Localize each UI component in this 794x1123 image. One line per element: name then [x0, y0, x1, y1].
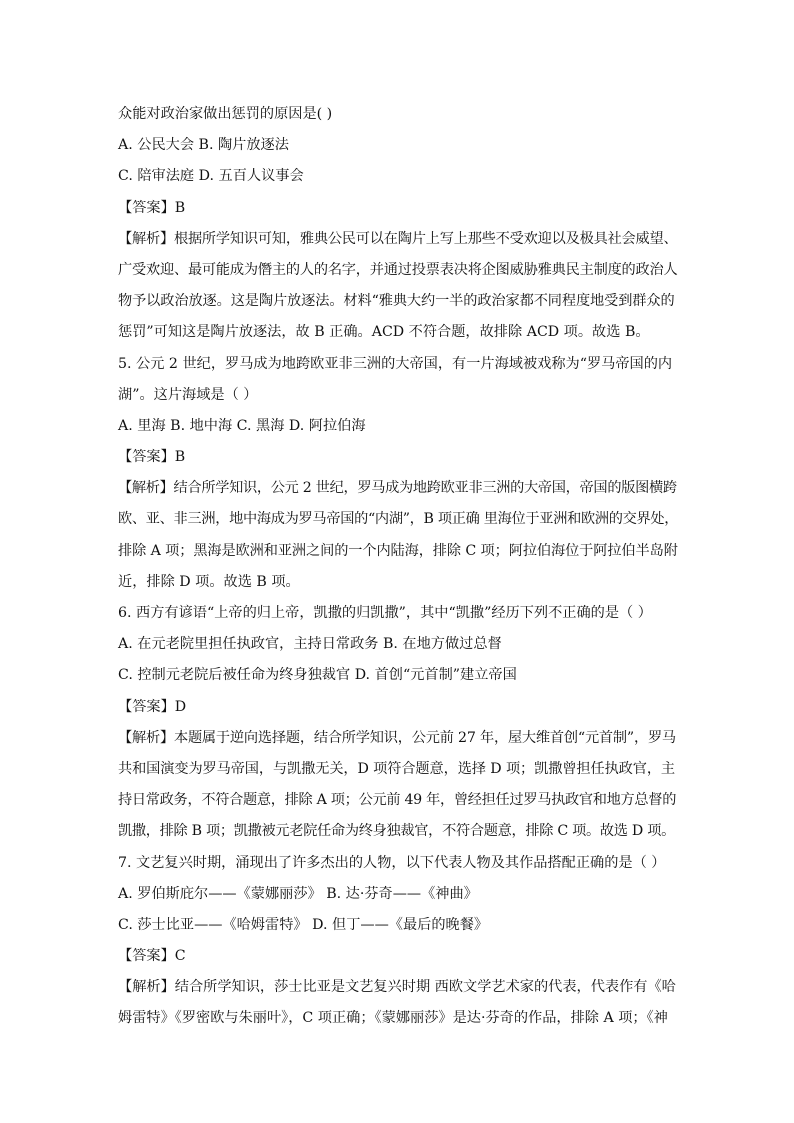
- page-content: [118, 99, 678, 1035]
- question-4-options-cd: C. 陪审法庭 D. 五百人议事会: [118, 168, 304, 185]
- question-4-options-ab: A. 公民大会 B. 陶片放逐法: [118, 137, 289, 154]
- question-5-explanation-line-3: 排除 A 项；黑海是欧洲和亚洲之间的一个内陆海，排除 C 项；阿拉伯海位于阿拉伯半岛附: [118, 542, 678, 559]
- question-7-answer: 【答案】C: [118, 948, 186, 965]
- question-7-explanation-line-2: 姆雷特》《罗密欧与朱丽叶》，C 项正确；《蒙娜丽莎》是达·芬奇的作品，排除 A 项；《神: [118, 1010, 668, 1027]
- question-7-options-cd: C. 莎士比亚——《哈姆雷特》 D. 但丁——《最后的晚餐》: [118, 916, 489, 933]
- question-5-explanation-line-4: 近，排除 D 项。故选 B 项。: [118, 573, 300, 590]
- question-4-stem-end: 众能对政治家做出惩罚的原因是( ): [118, 106, 333, 122]
- question-6-answer: 【答案】D: [118, 698, 187, 715]
- question-4-explanation-line-3: 物予以政治放逐。这是陶片放逐法。材料“雅典大约一半的政治家都不同程度地受到群众的: [118, 293, 675, 310]
- question-6-options-ab: A. 在元老院里担任执政官，主持日常政务 B. 在地方做过总督: [118, 636, 502, 653]
- question-5-stem-line-1: 5. 公元 2 世纪，罗马成为地跨欧亚非三洲的大帝国，有一片海域被戏称为“罗马帝国的内: [118, 355, 673, 372]
- question-5-stem-line-2: 湖”。这片海域是（ ）: [118, 386, 258, 403]
- question-6-explanation-line-4: 凯撒，排除 B 项；凯撒被元老院任命为终身独裁官，不符合题意，排除 C 项。故选 D 项。: [118, 823, 675, 840]
- question-7-explanation-line-1: 【解析】结合所学知识，莎士比亚是文艺复兴时期 西欧文学艺术家的代表，代表作有《哈: [118, 979, 676, 996]
- question-5-answer: 【答案】B: [118, 449, 186, 466]
- question-5-options: A. 里海 B. 地中海 C. 黑海 D. 阿拉伯海: [118, 417, 366, 434]
- question-6-explanation-line-2: 共和国演变为罗马帝国，与凯撒无关，D 项符合题意，选择 D 项；凯撒曾担任执政官，主: [118, 760, 676, 777]
- question-6-stem: 6. 西方有谚语“上帝的归上帝，凯撒的归凯撒”，其中“凯撒”经历下列不正确的是（ ）: [118, 605, 652, 621]
- question-6-explanation-line-1: 【解析】本题属于逆向选择题，结合所学知识，公元前 27 年，屋大维首创“元首制”，罗马: [118, 729, 676, 746]
- question-5-explanation-line-1: 【解析】结合所学知识，公元 2 世纪，罗马成为地跨欧亚非三洲的大帝国，帝国的版图横跨: [118, 480, 677, 497]
- question-4-answer: 【答案】B: [118, 199, 186, 216]
- question-6-options-cd: C. 控制元老院后被任命为终身独裁官 D. 首创“元首制”建立帝国: [118, 667, 517, 684]
- question-6-explanation-line-3: 持日常政务，不符合题意，排除 A 项；公元前 49 年，曾经担任过罗马执政官和地方总督的: [118, 792, 677, 809]
- question-4-explanation-line-4: 惩罚”可知这是陶片放逐法，故 B 正确。ACD 不符合题，故排除 ACD 项。故选 B。: [118, 324, 650, 341]
- question-7-stem: 7. 文艺复兴时期，涌现出了许多杰出的人物，以下代表人物及其作品搭配正确的是（ ）: [118, 854, 666, 871]
- question-4-explanation-line-1: 【解析】根据所学知识可知，雅典公民可以在陶片上写上那些不受欢迎以及极具社会威望、: [118, 230, 678, 247]
- question-5-explanation-line-2: 欧、亚、非三洲，地中海成为罗马帝国的“内湖”，B 项正确 里海位于亚洲和欧洲的交界处，: [118, 511, 679, 528]
- question-4-explanation-line-2: 广受欢迎、最可能成为僭主的人的名字，并通过投票表决将企图威胁雅典民主制度的政治人: [118, 261, 678, 278]
- question-7-options-ab: A. 罗伯斯庇尔——《蒙娜丽莎》 B. 达·芬奇——《神曲》: [118, 885, 478, 902]
